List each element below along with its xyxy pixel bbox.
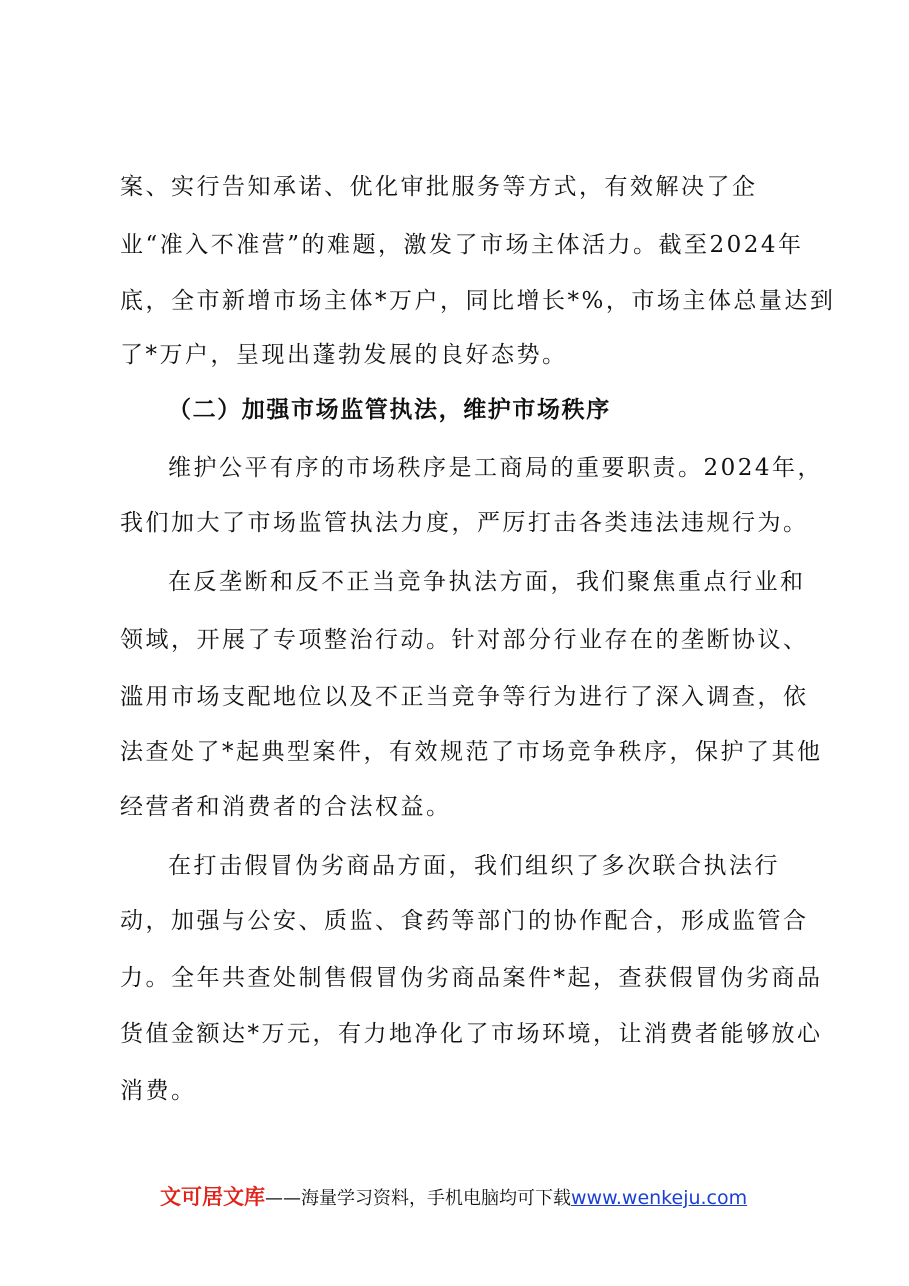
body-line: 在打击假冒伪劣商品方面，我们组织了多次联合执法行 xyxy=(168,853,780,879)
page-footer xyxy=(160,1183,747,1211)
body-line: 力。全年共查处制售假冒伪劣商品案件*起，查获假冒伪劣商品 xyxy=(120,965,823,991)
footer-tagline: ——海量学习资料，手机电脑均可下载 xyxy=(265,1188,571,1209)
body-line: 经营者和消费者的合法权益。 xyxy=(120,794,452,820)
footer-link[interactable]: www.wenkeju.com xyxy=(571,1187,748,1209)
body-line: 业“准入不准营”的难题，激发了市场主体活力。截至2024年 xyxy=(120,232,804,258)
body-line: 案、实行告知承诺、优化审批服务等方式，有效解决了企 xyxy=(120,174,758,200)
body-line: 底，全市新增市场主体*万户，同比增长*%，市场主体总量达到 xyxy=(120,288,836,314)
body-line: 我们加大了市场监管执法力度，严厉打击各类违法违规行为。 xyxy=(120,510,809,536)
body-line: 动，加强与公安、质监、食药等部门的协作配合，形成监管合 xyxy=(120,908,809,934)
section-heading: （二）加强市场监管执法，维护市场秩序 xyxy=(168,396,611,423)
body-line: 维护公平有序的市场秩序是工商局的重要职责。2024年， xyxy=(168,455,824,481)
footer-brand: 文可居文库 xyxy=(160,1185,265,1209)
body-line: 了*万户，呈现出蓬勃发展的良好态势。 xyxy=(120,342,568,368)
body-line: 领域，开展了专项整治行动。针对部分行业存在的垄断协议、 xyxy=(120,627,809,653)
body-line: 法查处了*起典型案件，有效规范了市场竞争秩序，保护了其他 xyxy=(120,739,823,765)
body-line: 滥用市场支配地位以及不正当竞争等行为进行了深入调查，依 xyxy=(120,684,809,710)
body-line: 在反垄断和反不正当竞争执法方面，我们聚焦重点行业和 xyxy=(168,569,806,595)
body-line: 货值金额达*万元，有力地净化了市场环境，让消费者能够放心 xyxy=(120,1021,823,1047)
body-line: 消费。 xyxy=(120,1078,197,1104)
